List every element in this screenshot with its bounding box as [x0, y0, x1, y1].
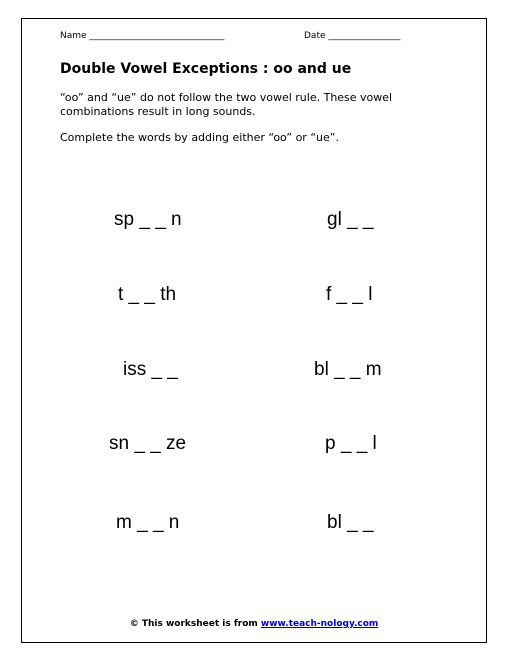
date-field: Date ________________	[304, 31, 401, 41]
word-item: sp _ _ n	[114, 209, 182, 230]
word-item: gl _ _	[327, 209, 374, 230]
name-field: Name ______________________________	[60, 31, 225, 41]
word-item: iss _ _	[123, 359, 178, 380]
footer-link[interactable]: www.teach-nology.com	[260, 619, 379, 629]
word-item: f _ _ l	[326, 284, 373, 305]
footer	[22, 619, 486, 629]
header-line	[60, 31, 456, 41]
word-item: bl _ _ m	[314, 359, 382, 380]
word-item: bl _ _	[327, 512, 374, 533]
instruction-text: Complete the words by adding either “oo” or “ue”.	[60, 131, 339, 144]
word-item: sn _ _ ze	[109, 433, 187, 454]
word-item: m _ _ n	[116, 512, 180, 533]
footer-prefix: © This worksheet is from	[129, 619, 258, 629]
intro-text: “oo” and “ue” do not follow the two vowel rule. These vowel combinations result in long sounds.	[60, 91, 393, 118]
worksheet-title: Double Vowel Exceptions : oo and ue	[60, 61, 352, 77]
word-item: t _ _ th	[118, 284, 177, 305]
worksheet	[21, 18, 487, 643]
word-item: p _ _ l	[325, 433, 377, 454]
